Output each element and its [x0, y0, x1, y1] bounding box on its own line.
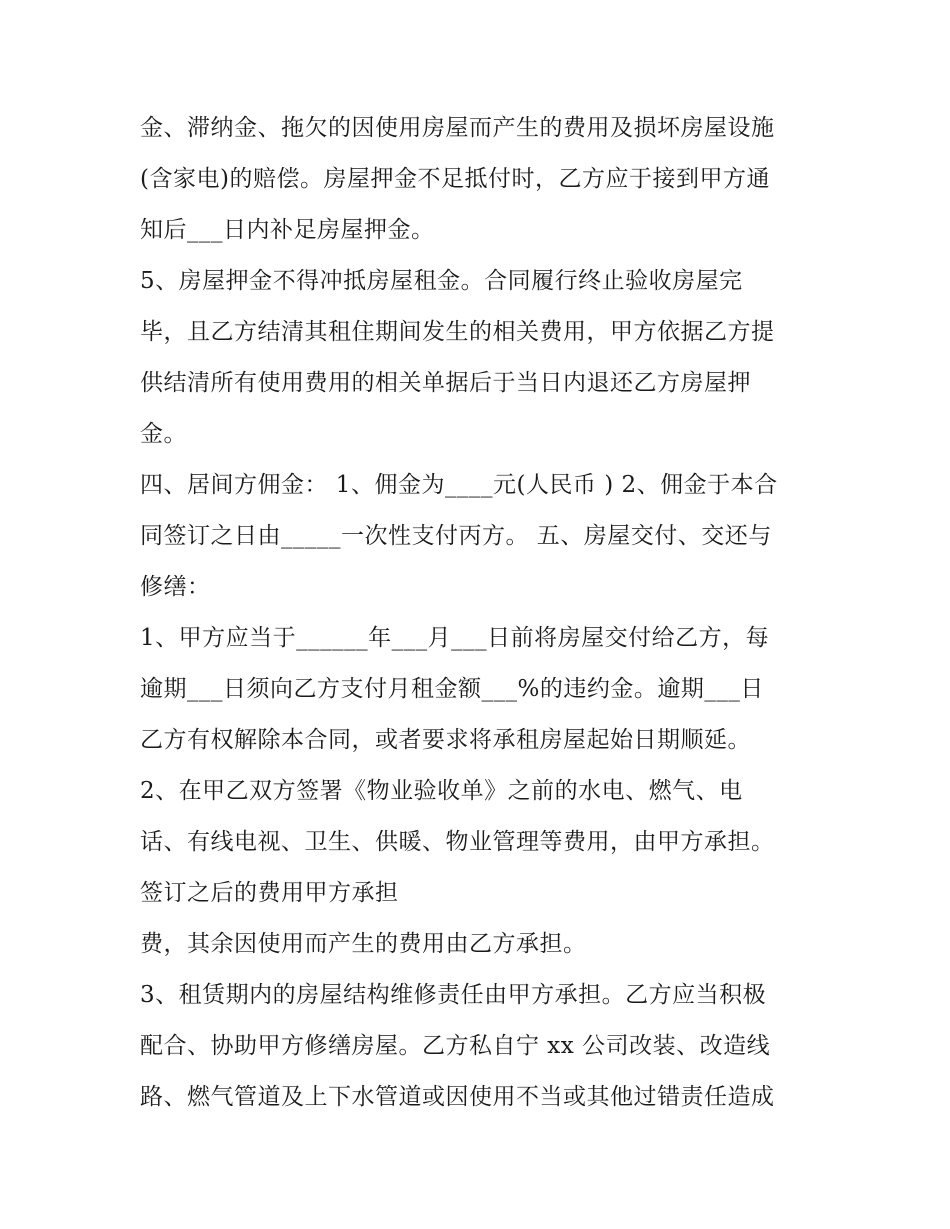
paragraph-line: 签订之后的费用甲方承担 [140, 880, 399, 906]
paragraph-line: 修缮： [140, 574, 211, 600]
paragraph-line: 毕，且乙方结清其租住期间发生的相关费用，甲方依据乙方提 [140, 319, 775, 345]
paragraph-line: 2、在甲乙双方签署《物业验收单》之前的水电、燃气、电 [140, 778, 743, 804]
paragraph-line: 费，其余因使用而产生的费用由乙方承担。 [140, 931, 587, 957]
paragraph-line: 话、有线电视、卫生、供暖、物业管理等费用，由甲方承担。 [140, 829, 775, 855]
paragraph-line: 乙方有权解除本合同，或者要求将承租房屋起始日期顺延。 [140, 727, 751, 753]
paragraph-line: 3、租赁期内的房屋结构维修责任由甲方承担。乙方应当积极 [140, 982, 767, 1008]
paragraph-line: 5、房屋押金不得冲抵房屋租金。合同履行终止验收房屋完 [140, 268, 743, 294]
paragraph-line: 配合、协助甲方修缮房屋。乙方私自宁 xx 公司改装、改造线 [140, 1033, 771, 1059]
paragraph-line: 同签订之日由_____一次性支付丙方。 五、房屋交付、交还与 [140, 523, 772, 549]
paragraph-line: 逾期___日须向乙方支付月租金额___%的违约金。逾期___日 [140, 676, 764, 702]
paragraph-line: 知后___日内补足房屋押金。 [140, 217, 435, 243]
paragraph-line: (含家电)的赔偿。房屋押金不足抵付时，乙方应于接到甲方通 [140, 166, 770, 192]
paragraph-line: 路、燃气管道及上下水管道或因使用不当或其他过错责任造成 [140, 1084, 775, 1110]
paragraph-line: 四、居间方佣金： 1、佣金为____元(人民币 ) 2、佣金于本合 [140, 472, 778, 498]
paragraph-line: 金。 [140, 421, 187, 447]
paragraph-line: 金、滞纳金、拖欠的因使用房屋而产生的费用及损坏房屋设施 [140, 115, 775, 141]
paragraph-line: 1、甲方应当于______年___月___日前将房屋交付给乙方，每 [140, 625, 770, 651]
paragraph-line: 供结清所有使用费用的相关单据后于当日内退还乙方房屋押 [140, 370, 751, 396]
